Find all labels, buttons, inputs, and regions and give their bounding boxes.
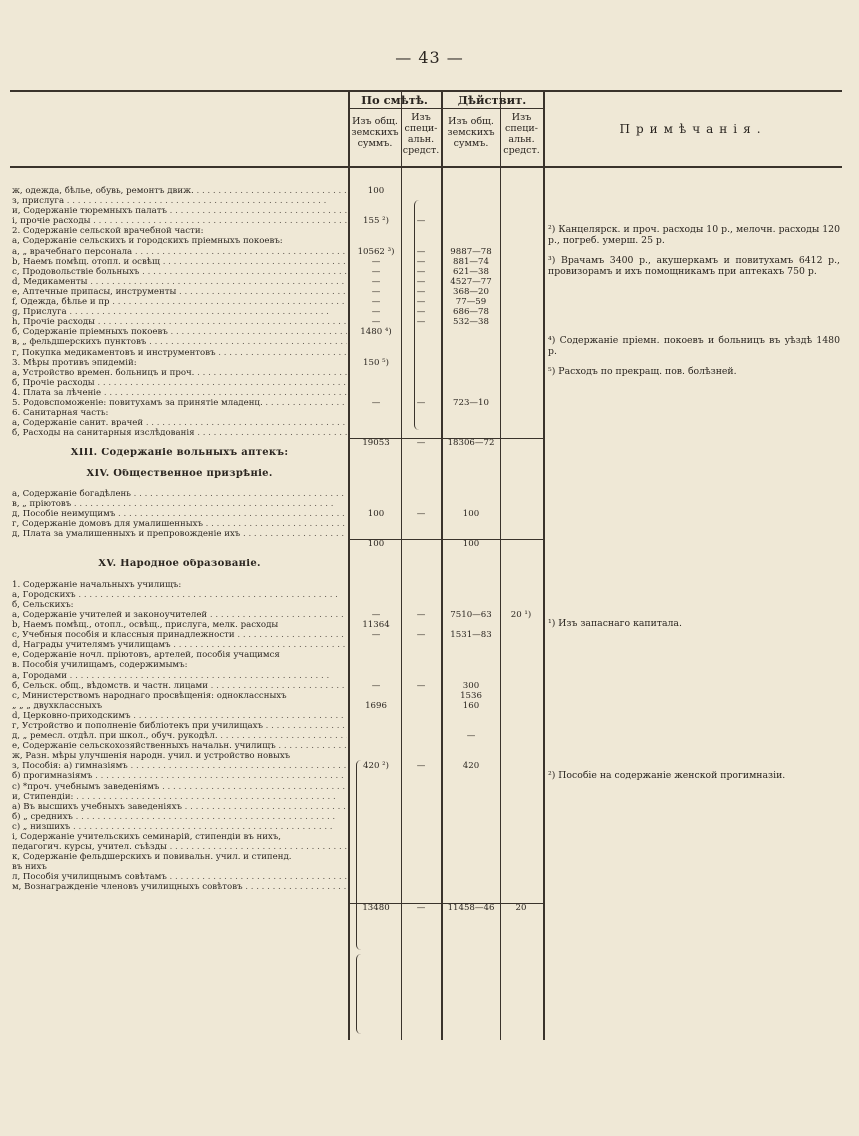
row-label: а, Городскихъ . . .	[12, 590, 347, 600]
table-row	[10, 378, 842, 388]
row-label: c, Учебныя пособія и классныя принадлежности . . .	[12, 630, 347, 640]
table-row	[10, 882, 842, 892]
table-row	[10, 741, 842, 751]
table-row	[10, 479, 842, 489]
value-cell-v1: —	[371, 630, 381, 641]
table-row	[10, 408, 842, 418]
row-label: a, „ врачебнаго персонала . . .	[12, 247, 347, 257]
value-cell-v2: —	[416, 286, 426, 297]
value-cell-v1: 150 ⁵)	[363, 357, 389, 368]
row-label: а, Городами . . .	[12, 671, 347, 681]
table-row	[10, 206, 842, 216]
table-row	[10, 519, 842, 529]
table-row	[10, 630, 842, 640]
table-row	[10, 489, 842, 499]
table-row	[10, 398, 842, 408]
total-rule	[348, 903, 543, 904]
row-label: і, прочіе расходы . . .	[12, 216, 347, 226]
header-actual: Дѣйствит.	[457, 93, 527, 107]
row-label: g, Прислуга . . .	[12, 307, 347, 317]
value-cell-v3: 77—59	[455, 297, 487, 308]
row-label: л, Пособія училищнымъ совѣтамъ . . .	[12, 872, 347, 882]
table-row	[10, 640, 842, 650]
row-label: а) Въ высшихъ учебныхъ заведеніяхъ . . .	[12, 802, 347, 812]
row-label: і, Содержаніе учительскихъ семинарій, стипендіи въ нихъ,	[12, 832, 282, 842]
row-label: 1. Содержаніе начальныхъ училищъ:	[12, 579, 182, 590]
total-row	[10, 539, 842, 549]
value-cell-v3: 686—78	[453, 307, 489, 318]
value-cell-v3: 420	[462, 761, 480, 772]
header-actual-general: Изъ общ. земскихъ суммъ.	[447, 116, 495, 149]
value-cell-v1: —	[371, 297, 381, 308]
table-row	[10, 812, 842, 822]
value-cell-v2: —	[416, 256, 426, 267]
row-label: а, Устройство времен. больницъ и проч. . . .	[12, 368, 347, 378]
table-row	[10, 650, 842, 660]
value-cell-v2: —	[416, 902, 426, 913]
value-cell-v3: 9887—78	[450, 246, 492, 257]
row-label: e, Содержаніе ночл. пріютовъ, артелей, пособія учащимся	[12, 650, 280, 661]
value-cell-v3: 18306—72	[447, 438, 495, 449]
value-cell-v2: —	[416, 761, 426, 772]
row-label: с) „ низшихъ . . .	[12, 822, 347, 832]
row-label: и, Содержаніе тюремныхъ палатъ . . .	[12, 206, 347, 216]
section-heading: XV. Народное образованіе.	[98, 559, 261, 570]
footnote: ⁴) Содержаніе пріемн. покоевъ и больницъ въ уѣздѣ 1480 р.	[548, 335, 840, 358]
total-rule	[348, 438, 543, 439]
value-cell-v2: —	[416, 438, 426, 449]
value-cell-v3: 881—74	[453, 256, 489, 267]
row-label: б) „ среднихъ . . .	[12, 812, 347, 822]
row-label: 4. Плата за лѣченіе . . .	[12, 388, 347, 398]
row-label: б, Расходы на санитарныя изслѣдованія . . .	[12, 428, 347, 438]
row-label: г, Покупка медикаментовъ и инструментовъ . . .	[12, 348, 347, 358]
table-row	[10, 691, 842, 701]
row-label: г, Устройство и пополненіе библіотекъ при училищахъ . . .	[12, 721, 347, 731]
total-row	[10, 438, 842, 448]
value-cell-v4: 20	[515, 902, 527, 913]
table-row	[10, 711, 842, 721]
table-row	[10, 852, 842, 862]
value-cell-v1: 10562 ³)	[357, 246, 395, 257]
row-label: м, Вознагражденіе членовъ училищныхъ совѣтовъ . . .	[12, 882, 347, 892]
footnote: ²) Канцелярск. и проч. расходы 10 р., мелочн. расходы 120 р., погреб. умерш. 25 р.	[548, 224, 840, 247]
row-label: ж, Разн. мѣры улучшенія народн. учил. и устройство новыхъ	[12, 751, 291, 762]
value-cell-v2: —	[416, 276, 426, 287]
row-label: b, Наемъ помѣщ., отопл., освѣщ., прислуга, мелк. расходы	[12, 620, 279, 631]
table-row	[10, 842, 842, 852]
value-cell-v3: 100	[462, 509, 480, 519]
total-rule	[348, 539, 543, 540]
table-row	[10, 721, 842, 731]
row-label: к, Содержаніе фельдшерскихъ и повивальн. учил. и стипенд.	[12, 852, 292, 863]
table-row	[10, 297, 842, 307]
table-row	[10, 590, 842, 600]
table-row	[10, 570, 842, 580]
header-actual-special: Изъ специ- альн. средст.	[503, 112, 540, 156]
row-label: б, Прочіе расходы . . .	[12, 378, 347, 388]
row-label: c, Продовольствіе больныхъ . . .	[12, 267, 347, 277]
table-row	[10, 832, 842, 842]
value-cell-v1: —	[371, 266, 381, 277]
value-cell-v1: 100	[367, 509, 385, 519]
section-heading-row	[10, 559, 842, 569]
value-cell-v3: 532—38	[453, 317, 489, 328]
value-cell-v3: 4527—77	[450, 276, 492, 287]
value-cell-v2: —	[416, 266, 426, 277]
section-heading-row	[10, 469, 842, 479]
row-label: въ нихъ	[12, 862, 47, 873]
row-label: 2. Содержаніе сельской врачебной части:	[12, 226, 204, 237]
value-cell-v1: —	[371, 317, 381, 328]
value-cell-v2: —	[416, 246, 426, 257]
row-label: д, „ ремесл. отдѣл. при школ., обуч. рукодѣл. . . .	[12, 731, 347, 741]
table-row	[10, 802, 842, 812]
value-cell-v3: 7510—63	[450, 609, 492, 620]
table-row	[10, 751, 842, 761]
row-label: „ „ „ двухклассныхъ	[12, 700, 103, 711]
row-label: с, Министерствомъ народнаго просвѣщенія: одноклассныхъ	[12, 690, 287, 701]
budget-table	[10, 90, 842, 1050]
value-cell-v1: 1480 ⁴)	[360, 327, 392, 338]
value-cell-v3: 1536	[460, 690, 482, 701]
value-cell-v3: 300	[462, 680, 480, 691]
row-label: а, Содержаніе сельскихъ и городскихъ пріемныхъ покоевъ:	[12, 236, 283, 247]
row-label: а, Содержаніе санит. врачей . . .	[12, 418, 347, 428]
table-row	[10, 186, 842, 196]
header-notes: Примѣчанія.	[619, 122, 767, 136]
table-row	[10, 388, 842, 398]
table-row	[10, 862, 842, 872]
table-row	[10, 782, 842, 792]
row-label: б, Содержаніе пріемныхъ покоевъ . . .	[12, 327, 347, 337]
row-label: з, прислуга . . .	[12, 196, 347, 206]
value-cell-v1: 100	[367, 539, 385, 550]
table-row	[10, 822, 842, 832]
row-label: 3. Мѣры противъ эпидемій:	[12, 357, 137, 368]
table-row	[10, 872, 842, 882]
table-row	[10, 600, 842, 610]
row-label: b, Наемъ помѣщ. отопл. и освѣщ . . .	[12, 257, 347, 267]
value-cell-v1: —	[371, 276, 381, 287]
table-row	[10, 529, 842, 539]
total-row	[10, 903, 842, 913]
value-cell-v3: 723—10	[453, 397, 489, 408]
value-cell-v1: 100	[367, 186, 385, 196]
table-row	[10, 681, 842, 691]
row-label: d, Церковно-приходскимъ . . .	[12, 711, 347, 721]
table-row	[10, 317, 842, 327]
row-label: 5. Родовспоможеніе: повитухамъ за принятіе младенц. . . .	[12, 398, 347, 408]
value-cell-v3: 160	[462, 700, 480, 711]
section-heading-row	[10, 448, 842, 458]
section-heading: XIV. Общественное призрѣніе.	[86, 468, 273, 479]
table-row	[10, 418, 842, 428]
value-cell-v1: —	[371, 307, 381, 318]
value-cell-v1: 19053	[362, 438, 390, 449]
table-rule	[10, 166, 842, 168]
section-heading: XIII. Содержаніе вольныхъ аптекъ:	[70, 448, 289, 459]
value-cell-v2: —	[416, 630, 426, 641]
table-body	[10, 186, 842, 913]
row-label: е, Содержаніе сельскохозяйственныхъ начальн. училищъ . . .	[12, 741, 347, 751]
row-label: и, Стипендіи: . . .	[12, 792, 347, 802]
value-cell-v2: —	[416, 317, 426, 328]
footnote: ¹) Изъ запаснаго капитала.	[548, 618, 682, 630]
table-row	[10, 792, 842, 802]
header-budget: По смѣтѣ.	[361, 93, 428, 107]
brace	[356, 954, 361, 1034]
value-cell-v1: —	[371, 256, 381, 267]
header-budget-general: Изъ общ. земскихъ суммъ.	[351, 116, 399, 149]
row-label: д, Плата за умалишенныхъ и препровожденіе ихъ . . .	[12, 529, 347, 539]
footnote: ³) Врачамъ 3400 р., акушеркамъ и повитухамъ 6412 р., провизорамъ и ихъ помощникамъ при аптекахъ 750 р.	[548, 254, 840, 277]
value-cell-v1: —	[371, 680, 381, 691]
value-cell-v2: —	[416, 297, 426, 308]
row-label: д, Пособіе неимущимъ . . .	[12, 509, 347, 519]
value-cell-v1: 11364	[362, 620, 390, 631]
value-cell-v4: 20 ¹)	[510, 609, 532, 620]
row-label: a, Содержаніе учителей и законоучителей . . .	[12, 610, 347, 620]
table-row	[10, 549, 842, 559]
value-cell-v1: 420 ²)	[363, 761, 389, 772]
table-row	[10, 660, 842, 670]
value-cell-v1: —	[371, 609, 381, 620]
page-number: — 43 —	[395, 48, 464, 67]
row-label: h, Прочіе расходы . . .	[12, 317, 347, 327]
row-label: б, Сельск. общ., вѣдомств. и частн. лицами . . .	[12, 681, 347, 691]
row-label: f, Одежда, бѣлье и пр . . .	[12, 297, 347, 307]
table-row	[10, 307, 842, 317]
table-row	[10, 277, 842, 287]
row-label: а, Содержаніе богадѣлень . . .	[12, 489, 347, 499]
value-cell-v1: 1696	[365, 700, 387, 711]
row-label: 6. Санитарная часть:	[12, 408, 109, 419]
table-row	[10, 671, 842, 681]
table-row	[10, 499, 842, 509]
footnote: ⁵) Расходъ по прекращ. пов. болѣзней.	[548, 365, 737, 377]
row-label: в, „ пріютовъ . . .	[12, 499, 347, 509]
table-row	[10, 731, 842, 741]
table-row	[10, 287, 842, 297]
row-label: e, Аптечные припасы, инструменты . . .	[12, 287, 347, 297]
table-row	[10, 196, 842, 206]
value-cell-v1: —	[371, 397, 381, 408]
row-label: з, Пособія: а) гимназіямъ . . .	[12, 761, 347, 771]
table-row	[10, 509, 842, 519]
row-label: ж, одежда, бѣлье, обувь, ремонтъ движ. . . .	[12, 186, 347, 196]
table-rule	[348, 108, 543, 109]
row-label: d, Медикаменты . . .	[12, 277, 347, 287]
table-row	[10, 893, 842, 903]
table-row	[10, 580, 842, 590]
value-cell-v1: 155 ²)	[363, 216, 389, 227]
table-row	[10, 428, 842, 438]
row-label: б, Сельскихъ:	[12, 599, 74, 610]
row-label: в, „ фельдшерскихъ пунктовъ . . .	[12, 337, 347, 347]
value-cell-v3: 368—20	[453, 286, 489, 297]
row-label: г, Содержаніе домовъ для умалишенныхъ . . .	[12, 519, 347, 529]
row-label: педагогич. курсы, учител. съѣзды . . .	[12, 842, 347, 852]
row-label: d, Награды учителямъ училищамъ . . .	[12, 640, 347, 650]
value-cell-v1: 13480	[362, 902, 390, 913]
row-label: в. Пособія училищамъ, содержимымъ:	[12, 660, 188, 671]
value-cell-v3: —	[466, 731, 476, 742]
header-budget-special: Изъ специ- альн. средст.	[402, 112, 440, 156]
row-label: с) *проч. учебнымъ заведеніямъ . . .	[12, 782, 347, 792]
value-cell-v2: —	[416, 509, 426, 519]
row-label: б) прогимназіямъ . . .	[12, 771, 347, 781]
value-cell-v2: —	[416, 680, 426, 691]
value-cell-v2: —	[416, 397, 426, 408]
value-cell-v2: —	[416, 307, 426, 318]
value-cell-v2: —	[416, 216, 426, 227]
value-cell-v3: 1531—83	[450, 630, 492, 641]
footnote: ²) Пособіе на содержаніе женской прогимназіи.	[548, 769, 786, 781]
value-cell-v3: 11458—46	[447, 902, 495, 913]
value-cell-v2: —	[416, 609, 426, 620]
value-cell-v1: —	[371, 286, 381, 297]
value-cell-v3: 100	[462, 539, 480, 550]
table-row	[10, 701, 842, 711]
value-cell-v3: 621—38	[453, 266, 489, 277]
table-row	[10, 459, 842, 469]
